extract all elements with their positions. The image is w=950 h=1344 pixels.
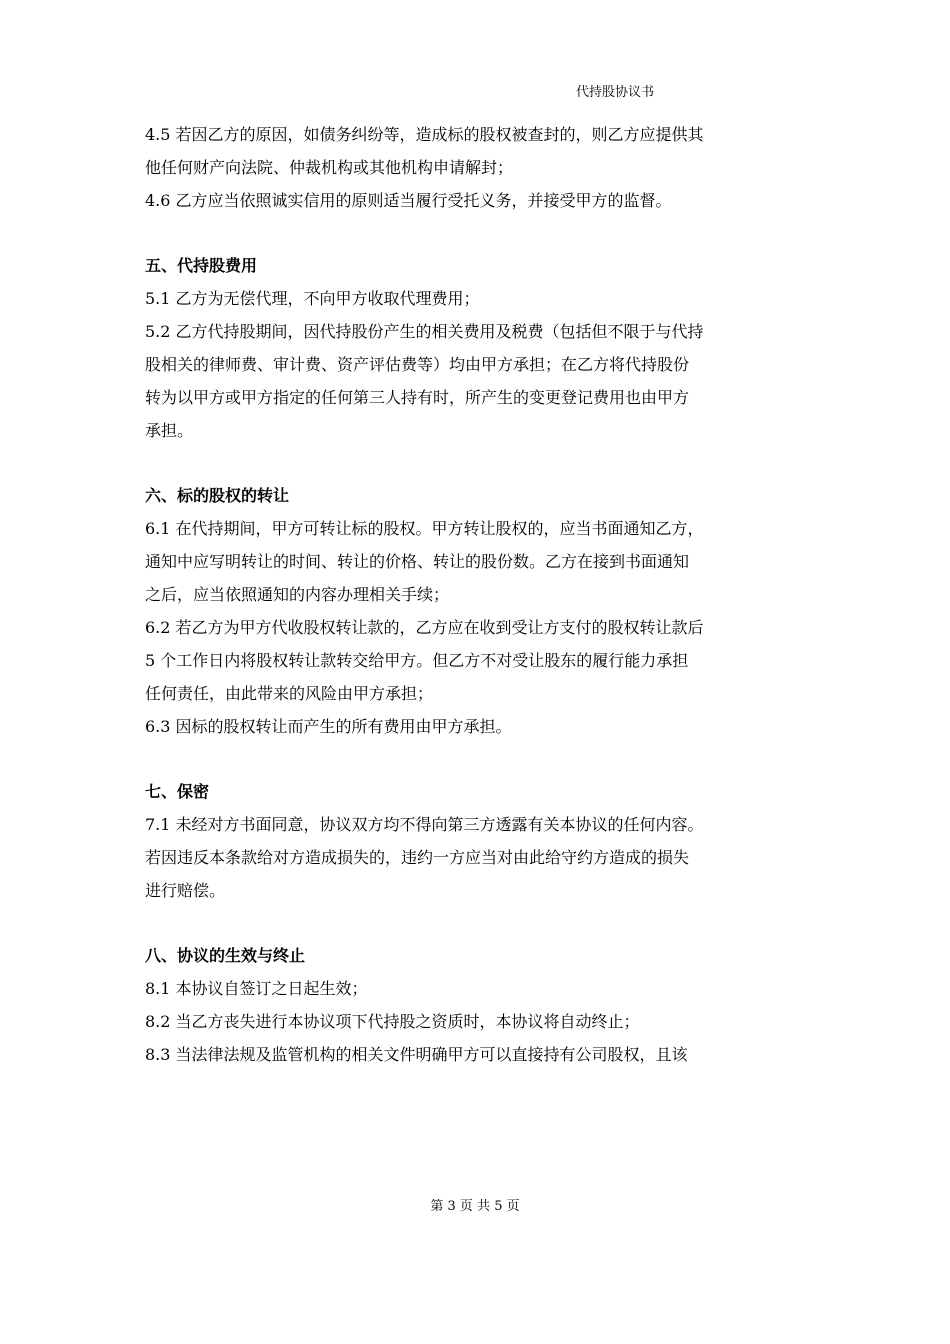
text-line: 之后，应当依照通知的内容办理相关手续； — [145, 585, 450, 604]
clause-paragraph — [145, 315, 810, 447]
clause-paragraph — [145, 512, 810, 611]
text-line: 通知中应写明转让的时间、转让的价格、转让的股份数。乙方在接到书面通知 — [145, 552, 690, 571]
section-heading: 五、代持股费用 — [145, 256, 258, 275]
text-line: 5.1 乙方为无偿代理，不向甲方收取代理费用； — [145, 289, 480, 308]
text-line: 5 个工作日内将股权转让款转交给甲方。但乙方不对受让股东的履行能力承担 — [145, 651, 689, 670]
section-heading: 六、标的股权的转让 — [145, 486, 290, 505]
text-line: 转为以甲方或甲方指定的任何第三人持有时，所产生的变更登记费用也由甲方 — [145, 388, 690, 407]
text-line: 4.6 乙方应当依照诚实信用的原则适当履行受托义务，并接受甲方的监督。 — [145, 191, 672, 210]
clause-paragraph — [145, 184, 810, 217]
clause-paragraph — [145, 808, 810, 907]
text-line: 5.2 乙方代持股期间，因代持股份产生的相关费用及税费（包括但不限于与代持 — [145, 322, 704, 341]
text-line: 6.3 因标的股权转让而产生的所有费用由甲方承担。 — [145, 717, 512, 736]
document-body — [145, 118, 810, 1071]
running-header: 代持股协议书 — [576, 85, 655, 100]
clause-paragraph — [145, 118, 810, 184]
section-heading: 七、保密 — [145, 782, 210, 801]
clause-paragraph — [145, 1005, 810, 1038]
text-line: 股相关的律师费、审计费、资产评估费等）均由甲方承担；在乙方将代持股份 — [145, 355, 690, 374]
clause-paragraph — [145, 710, 810, 743]
text-line: 任何责任，由此带来的风险由甲方承担； — [145, 684, 434, 703]
clause-paragraph — [145, 1038, 810, 1071]
text-line: 6.1 在代持期间，甲方可转让标的股权。甲方转让股权的，应当书面通知乙方， — [145, 519, 704, 538]
text-line: 他任何财产向法院、仲裁机构或其他机构申请解封； — [145, 158, 514, 177]
clause-paragraph — [145, 972, 810, 1005]
text-line: 7.1 未经对方书面同意，协议双方均不得向第三方透露有关本协议的任何内容。 — [145, 815, 704, 834]
text-line: 4.5 若因乙方的原因，如债务纠纷等，造成标的股权被查封的，则乙方应提供其 — [145, 125, 704, 144]
text-line: 进行赔偿。 — [145, 881, 226, 900]
page-number-footer: 第 3 页 共 5 页 — [430, 1199, 520, 1214]
text-line: 6.2 若乙方为甲方代收股权转让款的，乙方应在收到受让方支付的股权转让款后 — [145, 618, 704, 637]
text-line: 8.2 当乙方丧失进行本协议项下代持股之资质时，本协议将自动终止； — [145, 1012, 640, 1031]
text-line: 8.3 当法律法规及监管机构的相关文件明确甲方可以直接持有公司股权，且该 — [145, 1045, 688, 1064]
text-line: 8.1 本协议自签订之日起生效； — [145, 979, 368, 998]
text-line: 承担。 — [145, 421, 194, 440]
text-line: 若因违反本条款给对方造成损失的，违约一方应当对由此给守约方造成的损失 — [145, 848, 690, 867]
clause-paragraph — [145, 611, 810, 710]
section-heading: 八、协议的生效与终止 — [145, 946, 306, 965]
clause-paragraph — [145, 282, 810, 315]
